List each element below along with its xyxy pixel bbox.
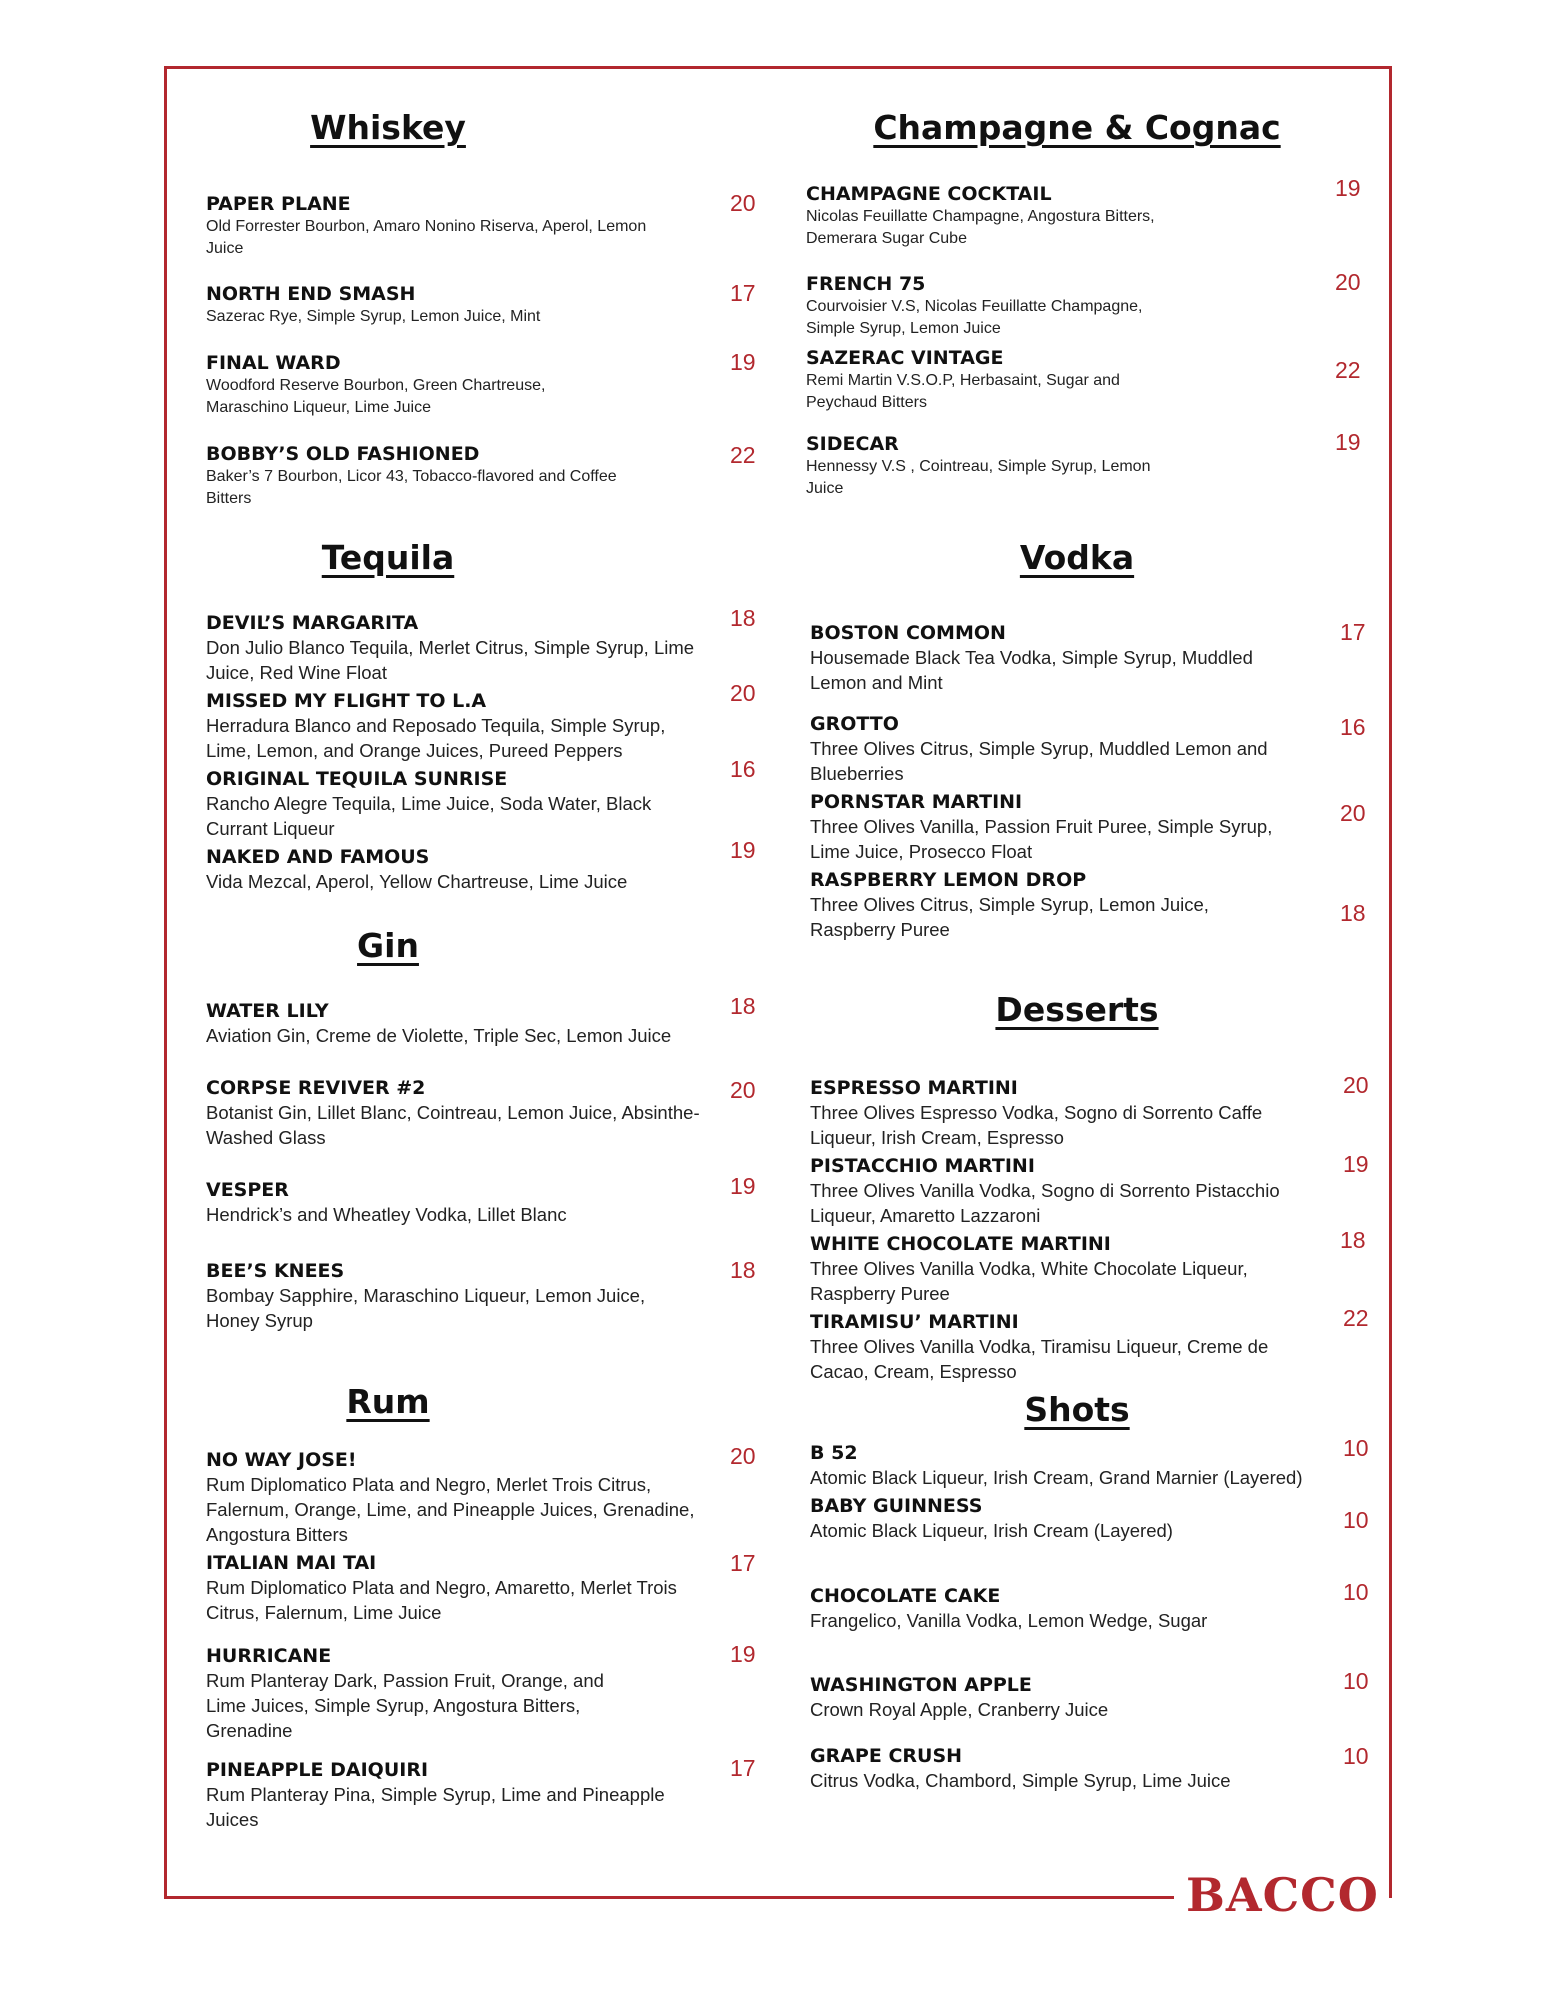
item-price: 19 [1335, 429, 1361, 455]
item-name: PORNSTAR MARTINI [810, 791, 1023, 813]
item-description: Vida Mezcal, Aperol, Yellow Chartreuse, Lime Juice [206, 871, 628, 892]
menu-item [806, 432, 1186, 500]
item-description: Three Olives Vanilla Vodka, Tiramisu Liqueur, Creme de Cacao, Cream, Espresso [810, 1336, 1269, 1382]
item-name: ESPRESSO MARTINI [810, 1077, 1018, 1099]
item-description: Citrus Vodka, Chambord, Simple Syrup, Lime Juice [810, 1770, 1231, 1791]
item-price: 20 [730, 1077, 756, 1103]
item-description: Rum Planteray Pina, Simple Syrup, Lime and Pineapple Juices [206, 1784, 665, 1830]
menu-item [206, 999, 706, 1048]
menu-item [206, 1644, 626, 1743]
brand-logo: BACCO [1186, 1868, 1379, 1922]
item-price: 17 [730, 1550, 756, 1576]
item-price: 18 [730, 1257, 756, 1283]
item-name: NAKED AND FAMOUS [206, 846, 430, 868]
menu-item [806, 182, 1176, 250]
menu-item [810, 1076, 1310, 1150]
item-description: Rum Diplomatico Plata and Negro, Merlet Trois Citrus, Falernum, Orange, Lime, and Pineapple Juices, Grenadine, Angostura Bitters [206, 1474, 695, 1545]
section-title-tequila: Tequila [321, 538, 455, 577]
item-description: Three Olives Vanilla, Passion Fruit Puree, Simple Syrup, Lime Juice, Prosecco Float [810, 816, 1273, 862]
menu-item [806, 272, 1186, 340]
item-price: 10 [1343, 1668, 1369, 1694]
item-price: 20 [730, 1443, 756, 1469]
item-name: PINEAPPLE DAIQUIRI [206, 1759, 429, 1781]
item-name: CORPSE REVIVER #2 [206, 1077, 426, 1099]
item-description: Housemade Black Tea Vodka, Simple Syrup, Muddled Lemon and Mint [810, 647, 1253, 693]
item-name: BOBBY’S OLD FASHIONED [206, 443, 480, 465]
menu-item [810, 712, 1310, 786]
item-price: 22 [730, 442, 756, 468]
menu-item [206, 1178, 706, 1227]
item-description: Crown Royal Apple, Cranberry Juice [810, 1699, 1109, 1720]
menu-item [206, 1448, 706, 1547]
item-description: Rancho Alegre Tequila, Lime Juice, Soda Water, Black Currant Liqueur [206, 793, 652, 839]
item-description: Atomic Black Liqueur, Irish Cream, Grand Marnier (Layered) [810, 1467, 1303, 1488]
menu-item [206, 442, 666, 510]
item-name: FINAL WARD [206, 352, 341, 374]
item-name: GROTTO [810, 713, 899, 735]
menu-item [206, 1551, 706, 1625]
item-price: 10 [1343, 1435, 1369, 1461]
item-price: 19 [730, 1173, 756, 1199]
item-price: 16 [730, 756, 756, 782]
frame-border-right [1389, 66, 1392, 1898]
item-price: 20 [1343, 1072, 1369, 1098]
item-description: Rum Diplomatico Plata and Negro, Amaretto, Merlet Trois Citrus, Falernum, Lime Juice [206, 1577, 677, 1623]
item-price: 22 [1343, 1305, 1369, 1331]
section-title-vodka: Vodka [1019, 538, 1135, 577]
item-description: Remi Martin V.S.O.P, Herbasaint, Sugar and Peychaud Bitters [806, 372, 1120, 411]
item-description: Old Forrester Bourbon, Amaro Nonino Riserva, Aperol, Lemon Juice [206, 218, 647, 257]
item-price: 19 [730, 1641, 756, 1667]
item-price: 18 [1340, 900, 1366, 926]
item-price: 18 [730, 605, 756, 631]
item-description: Three Olives Vanilla Vodka, Sogno di Sorrento Pistacchio Liqueur, Amaretto Lazzaroni [810, 1180, 1280, 1226]
item-name: WHITE CHOCOLATE MARTINI [810, 1233, 1111, 1255]
item-description: Hendrick’s and Wheatley Vodka, Lillet Blanc [206, 1204, 567, 1225]
section-title-whiskey: Whiskey [310, 108, 466, 147]
section-title-rum: Rum [346, 1382, 430, 1421]
item-description: Three Olives Citrus, Simple Syrup, Muddled Lemon and Blueberries [810, 738, 1268, 784]
menu-item [206, 192, 666, 260]
menu-item [810, 621, 1290, 695]
menu-item [206, 845, 706, 894]
item-name: HURRICANE [206, 1645, 332, 1667]
section-title-champagne-cognac: Champagne & Cognac [873, 108, 1281, 147]
section-title-shots: Shots [1024, 1390, 1130, 1429]
item-name: SAZERAC VINTAGE [806, 347, 1004, 369]
menu-item [206, 689, 706, 763]
item-name: NO WAY JOSE! [206, 1449, 357, 1471]
item-price: 16 [1340, 714, 1366, 740]
item-name: RASPBERRY LEMON DROP [810, 869, 1087, 891]
menu-item [810, 1494, 1310, 1543]
item-description: Three Olives Espresso Vodka, Sogno di Sorrento Caffe Liqueur, Irish Cream, Espresso [810, 1102, 1263, 1148]
item-price: 18 [1340, 1227, 1366, 1253]
item-price: 19 [730, 349, 756, 375]
item-name: CHAMPAGNE COCKTAIL [806, 183, 1052, 205]
menu-item [206, 1076, 706, 1150]
item-name: ORIGINAL TEQUILA SUNRISE [206, 768, 508, 790]
item-price: 20 [730, 190, 756, 216]
item-description: Baker’s 7 Bourbon, Licor 43, Tobacco-flavored and Coffee Bitters [206, 468, 617, 507]
item-name: MISSED MY FLIGHT TO L.A [206, 690, 487, 712]
menu-item [206, 351, 626, 419]
menu-item [206, 767, 706, 841]
item-price: 19 [1343, 1151, 1369, 1177]
item-price: 20 [1340, 800, 1366, 826]
item-description: Aviation Gin, Creme de Violette, Triple Sec, Lemon Juice [206, 1025, 672, 1046]
item-description: Nicolas Feuillatte Champagne, Angostura Bitters, Demerara Sugar Cube [806, 208, 1155, 247]
menu-item [206, 1259, 666, 1333]
menu-item [810, 1232, 1290, 1306]
item-name: WATER LILY [206, 1000, 329, 1022]
item-description: Three Olives Citrus, Simple Syrup, Lemon Juice, Raspberry Puree [810, 894, 1209, 940]
item-name: WASHINGTON APPLE [810, 1674, 1032, 1696]
item-description: Frangelico, Vanilla Vodka, Lemon Wedge, Sugar [810, 1610, 1208, 1631]
item-name: SIDECAR [806, 433, 899, 455]
item-name: ITALIAN MAI TAI [206, 1552, 377, 1574]
item-name: B 52 [810, 1442, 858, 1464]
item-description: Hennessy V.S , Cointreau, Simple Syrup, Lemon Juice [806, 458, 1151, 497]
section-title-gin: Gin [357, 926, 419, 965]
item-name: PAPER PLANE [206, 193, 351, 215]
item-description: Bombay Sapphire, Maraschino Liqueur, Lemon Juice, Honey Syrup [206, 1285, 646, 1331]
menu-item [206, 611, 706, 685]
menu-item [810, 868, 1290, 942]
item-price: 10 [1343, 1579, 1369, 1605]
menu-item [206, 1758, 686, 1832]
item-description: Herradura Blanco and Reposado Tequila, Simple Syrup, Lime, Lemon, and Orange Juices, Pureed Peppers [206, 715, 666, 761]
item-name: VESPER [206, 1179, 289, 1201]
item-price: 10 [1343, 1507, 1369, 1533]
item-name: BEE’S KNEES [206, 1260, 345, 1282]
menu-item [810, 790, 1310, 864]
menu-item [810, 1673, 1310, 1722]
item-description: Courvoisier V.S, Nicolas Feuillatte Champagne, Simple Syrup, Lemon Juice [806, 298, 1143, 337]
item-description: Don Julio Blanco Tequila, Merlet Citrus, Simple Syrup, Lime Juice, Red Wine Float [206, 637, 695, 683]
item-description: Three Olives Vanilla Vodka, White Chocolate Liqueur, Raspberry Puree [810, 1258, 1248, 1304]
item-description: Botanist Gin, Lillet Blanc, Cointreau, Lemon Juice, Absinthe-Washed Glass [206, 1102, 700, 1148]
frame-border-top [164, 66, 1392, 69]
item-price: 17 [730, 1755, 756, 1781]
item-name: FRENCH 75 [806, 273, 926, 295]
item-name: DEVIL’S MARGARITA [206, 612, 419, 634]
menu-item [806, 346, 1146, 414]
frame-border-bottom [164, 1896, 1174, 1899]
item-price: 22 [1335, 357, 1361, 383]
item-name: BABY GUINNESS [810, 1495, 983, 1517]
item-name: TIRAMISU’ MARTINI [810, 1311, 1019, 1333]
item-name: GRAPE CRUSH [810, 1745, 963, 1767]
menu-item [810, 1154, 1310, 1228]
item-description: Atomic Black Liqueur, Irish Cream (Layered) [810, 1520, 1173, 1541]
menu-item [810, 1310, 1300, 1384]
item-price: 10 [1343, 1743, 1369, 1769]
item-price: 18 [730, 993, 756, 1019]
item-price: 20 [730, 680, 756, 706]
section-title-desserts: Desserts [995, 990, 1159, 1029]
item-description: Sazerac Rye, Simple Syrup, Lemon Juice, Mint [206, 308, 541, 325]
item-description: Rum Planteray Dark, Passion Fruit, Orange, and Lime Juices, Simple Syrup, Angostura Bitters, Grenadine [206, 1670, 604, 1741]
item-price: 19 [730, 837, 756, 863]
item-name: PISTACCHIO MARTINI [810, 1155, 1035, 1177]
item-name: NORTH END SMASH [206, 283, 416, 305]
item-price: 17 [730, 280, 756, 306]
frame-border-left [164, 66, 167, 1898]
item-description: Woodford Reserve Bourbon, Green Chartreuse, Maraschino Liqueur, Lime Juice [206, 377, 546, 416]
menu-item [206, 282, 666, 328]
item-name: BOSTON COMMON [810, 622, 1006, 644]
item-price: 17 [1340, 619, 1366, 645]
menu-item [810, 1744, 1310, 1793]
item-price: 20 [1335, 269, 1361, 295]
item-price: 19 [1335, 175, 1361, 201]
menu-item [810, 1584, 1310, 1633]
menu-item [810, 1441, 1350, 1490]
item-name: CHOCOLATE CAKE [810, 1585, 1001, 1607]
